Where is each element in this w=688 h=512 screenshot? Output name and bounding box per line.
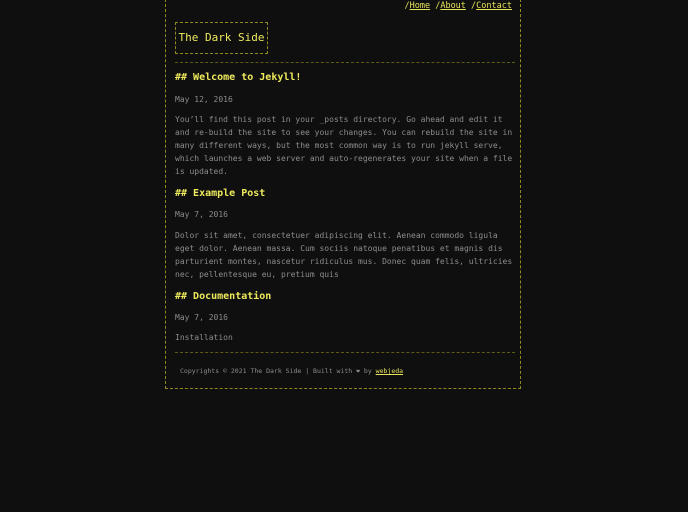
post-date: May 12, 2016 (175, 95, 233, 104)
footer-divider (175, 352, 515, 353)
post-date: May 7, 2016 (175, 313, 228, 322)
nav-separator: / (471, 1, 477, 11)
nav-link-about[interactable]: About (440, 1, 466, 11)
top-nav (404, 1, 512, 11)
page-container (165, 0, 521, 389)
post-title-link[interactable]: ## Example Post (175, 188, 266, 199)
footer-copyright: Copyrights © 2021 The Dark Side | Built with ❤ by (180, 367, 376, 375)
nav-link-home[interactable]: Home (409, 1, 431, 11)
post-excerpt: Dolor sit amet, consectetuer adipiscing elit. Aenean commodo ligula eget dolor. Aenean massa. Cum sociis natoque penatibus et magnis dis parturient montes, nascetur ridiculus mus. Donec quam felis, ultricies nec, pellentesque eu, pretium quis (175, 231, 513, 279)
post-title-link[interactable]: ## Welcome to Jekyll! (175, 72, 302, 83)
site-title[interactable]: The Dark Side (175, 22, 268, 54)
nav-separator: / (404, 1, 410, 11)
nav-separator: / (435, 1, 441, 11)
footer (180, 367, 403, 375)
header-divider (175, 62, 515, 63)
post-date: May 7, 2016 (175, 210, 228, 219)
footer-author-link[interactable]: webjeda (375, 367, 404, 375)
post-title-link[interactable]: ## Documentation (175, 291, 272, 302)
post-excerpt: Installation (175, 333, 233, 342)
nav-link-contact[interactable]: Contact (476, 1, 512, 11)
post-excerpt: You’ll find this post in your _posts directory. Go ahead and edit it and re-build the site to see your changes. You can rebuild the site in many different ways, but the most common way is to run jekyll serve, which launches a web server and auto-regenerates your site when a file is updated. (175, 115, 513, 176)
